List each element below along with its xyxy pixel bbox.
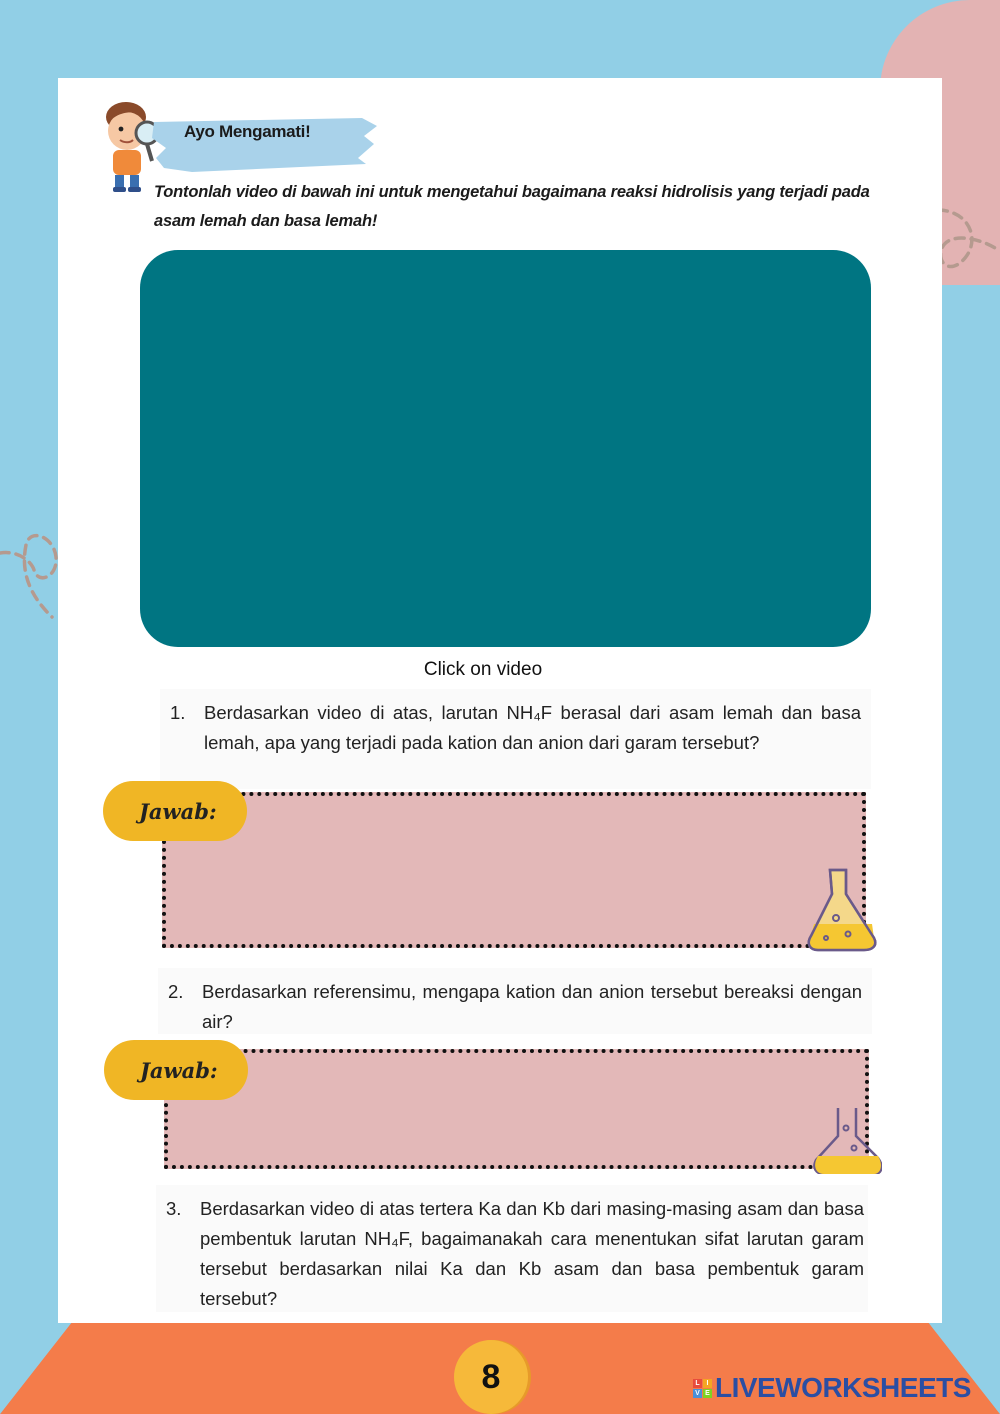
brand-grid-letter: L [693, 1379, 702, 1388]
brand-grid-icon [693, 1379, 712, 1398]
answer-input-1[interactable] [162, 792, 866, 948]
question-1 [160, 689, 871, 789]
section-title: Ayo Mengamati! [184, 122, 311, 141]
dashed-loop-decoration-left [0, 515, 60, 625]
question-number: 1. [170, 702, 186, 723]
brand-grid-letter: I [703, 1379, 712, 1388]
answer-label: Jawab: [103, 781, 247, 841]
brand-grid-letter: V [693, 1389, 702, 1398]
answer-label: Jawab: [104, 1040, 248, 1100]
video-caption: Click on video [423, 659, 543, 680]
question-2 [158, 968, 872, 1034]
liveworksheets-logo [693, 1372, 971, 1404]
question-text: Berdasarkan video di atas tertera Ka dan Kb dari masing-masing asam dan basa pembentuk larutan NH₄F, bagaimanakah cara menentukan sifat larutan garam tersebut berdasarkan nilai Ka dan Kb asam dan basa pembentuk garam tersebut? [200, 1198, 864, 1309]
flask-icon [806, 866, 882, 952]
answer-input-2[interactable] [164, 1049, 869, 1169]
instruction-text: Tontonlah video di bawah ini untuk mengetahui bagaimana reaksi hidrolisis yang terjadi pada asam lemah dan basa lemah! [154, 183, 870, 230]
question-text: Berdasarkan video di atas, larutan NH₄F berasal dari asam lemah dan basa lemah, apa yang terjadi pada kation dan anion dari garam tersebut? [204, 702, 861, 753]
video-player[interactable] [140, 250, 871, 647]
question-text: Berdasarkan referensimu, mengapa kation dan anion tersebut bereaksi dengan air? [202, 981, 862, 1032]
question-3 [156, 1185, 868, 1312]
question-number: 2. [168, 981, 184, 1002]
flask-icon [810, 1108, 882, 1174]
question-number: 3. [166, 1198, 182, 1219]
brand-name: LIVEWORKSHEETS [715, 1372, 971, 1403]
brand-grid-letter: E [703, 1389, 712, 1398]
page-number: 8 [454, 1340, 528, 1414]
